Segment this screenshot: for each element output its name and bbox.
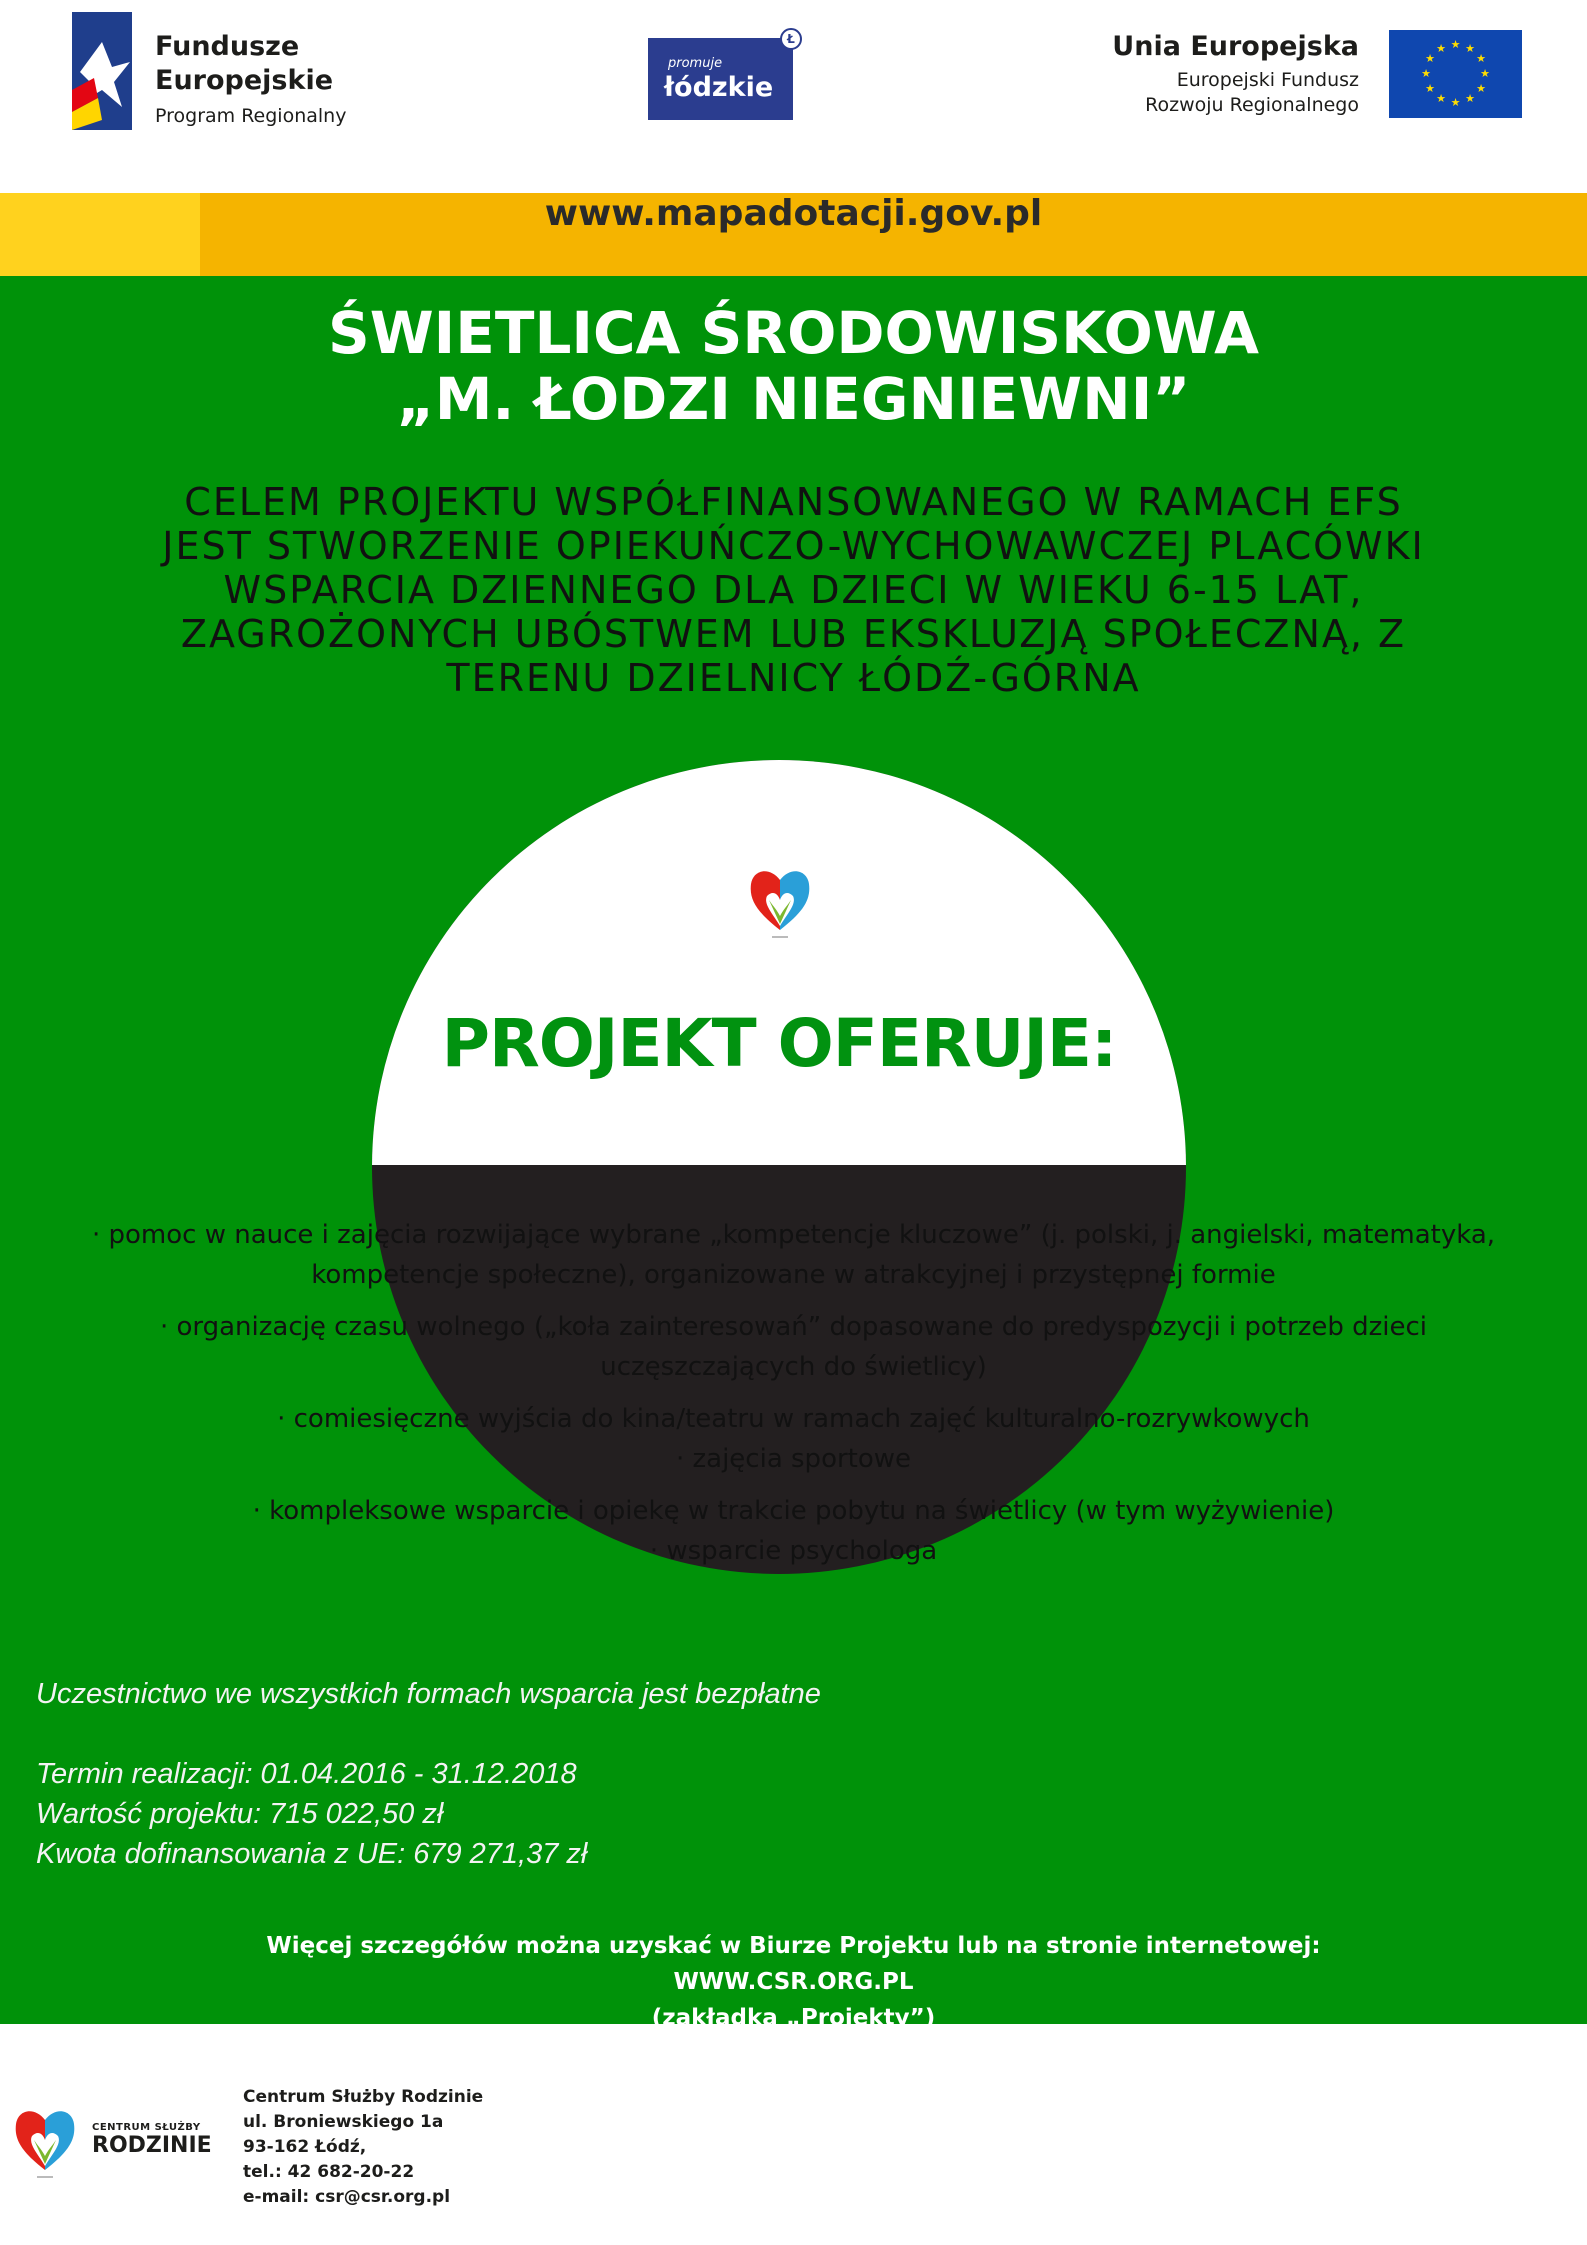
fe-program: Program Regionalny	[155, 105, 347, 127]
more-info-text: Więcej szczegółów można uzyskać w Biurze Projektu lub na stronie internetowej:	[266, 1933, 1321, 1959]
title-line2: „M. ŁODZI NIEGNIEWNI”	[396, 365, 1191, 433]
fundusze-europejskie-logo	[72, 12, 372, 130]
ue-fund-line1: Europejski Fundusz	[1176, 69, 1359, 91]
list-item	[30, 1215, 1557, 1295]
address-line: ul. Broniewskiego 1a	[243, 2112, 444, 2132]
address-line: 93-162 Łódź,	[243, 2137, 367, 2157]
lodzkie-big-text: łódzkie	[664, 72, 774, 103]
offer-text: uczęszczających do świetlicy)	[600, 1352, 987, 1382]
svg-text:★: ★	[1476, 82, 1486, 95]
svg-text:★: ★	[1425, 52, 1435, 65]
svg-text:★: ★	[1476, 52, 1486, 65]
svg-text:★: ★	[1421, 67, 1431, 80]
title-line1: ŚWIETLICA ŚRODOWISKOWA	[327, 299, 1260, 367]
csr-logo	[12, 2100, 212, 2180]
offer-text: · wsparcie psychologa	[649, 1536, 938, 1566]
unia-europejska-text	[1112, 26, 1359, 118]
url-link[interactable]: www.mapadotacji.gov.pl	[544, 193, 1043, 234]
promuje-lodzkie-logo	[648, 38, 793, 120]
goal-line: ZAGROŻONYCH UBÓSTWEM LUB EKSKLUZJĄ SPOŁECZNĄ, Z	[180, 612, 1407, 656]
offer-list	[30, 1215, 1557, 1571]
free-participation: Uczestnictwo we wszystkich formach wsparcia jest bezpłatne	[36, 1678, 821, 1710]
goal-line: JEST STWORZENIE OPIEKUŃCZO-WYCHOWAWCZEJ PLACÓWKI	[162, 524, 1425, 568]
eu-funding: Kwota dofinansowania z UE: 679 271,37 zł	[36, 1838, 588, 1870]
svg-text:★: ★	[1436, 92, 1446, 105]
goal-line: WSPARCIA DZIENNEGO DLA DZIECI W WIEKU 6-15 LAT,	[223, 568, 1364, 612]
fe-star-icon	[72, 12, 132, 130]
svg-text:★: ★	[1425, 82, 1435, 95]
fe-name-line2: Europejskie	[155, 65, 334, 96]
offer-text: · comiesięczne wyjścia do kina/teatru w ramach zajęć kulturalno-rozrywkowych	[277, 1404, 1310, 1434]
page-title	[0, 300, 1587, 432]
ue-name: Unia Europejska	[1112, 31, 1359, 62]
svg-text:★: ★	[1465, 92, 1475, 105]
offer-text: · organizację czasu wolnego („koła zainteresowań” dopasowane do predyspozycji i potrzeb dzieci	[159, 1312, 1428, 1342]
offer-text: · zajęcia sportowe	[675, 1444, 912, 1474]
fe-name-line1: Fundusze	[155, 31, 300, 62]
email-link[interactable]: e-mail: csr@csr.org.pl	[243, 2187, 451, 2207]
goal-line: CELEM PROJEKTU WSPÓŁFINANSOWANEGO W RAMACH EFS	[184, 480, 1403, 524]
offer-circle-top	[372, 760, 1186, 1165]
svg-text:★: ★	[1465, 42, 1475, 55]
svg-text:★: ★	[1450, 38, 1461, 51]
csr-logo-small: CENTRUM SŁUŻBY	[92, 2122, 201, 2133]
project-term: Termin realizacji: 01.04.2016 - 31.12.2018	[36, 1758, 577, 1790]
more-info	[0, 1928, 1587, 2036]
contact-address	[243, 2085, 483, 2210]
address-line: tel.: 42 682-20-22	[243, 2162, 415, 2182]
list-item	[30, 1307, 1557, 1387]
heart-logo-icon	[747, 860, 813, 940]
offer-text: · kompleksowe wsparcie i opiekę w trakcie pobytu na świetlicy (w tym wyżywienie)	[252, 1496, 1335, 1526]
offer-text: · pomoc w nauce i zajęcia rozwijające wybrane „kompetencje kluczowe” (j. polski, j. angielski, matematyka,	[91, 1220, 1496, 1250]
lodzkie-small-text: promuje	[668, 56, 723, 71]
list-item	[30, 1399, 1557, 1479]
zloty-coin-icon: Ł	[780, 28, 802, 50]
list-item	[30, 1491, 1557, 1571]
projects-tab-hint: (zakładka „Projekty”)	[651, 2005, 936, 2031]
svg-text:★: ★	[1480, 67, 1490, 80]
csr-heart-icon	[12, 2100, 78, 2180]
project-value: Wartość projektu: 715 022,50 zł	[36, 1798, 444, 1830]
offer-heading: PROJEKT OFERUJE:	[441, 1005, 1117, 1082]
project-goal	[40, 480, 1547, 700]
goal-line: TERENU DZIELNICY ŁÓDŹ-GÓRNA	[446, 656, 1141, 700]
svg-text:★: ★	[1450, 96, 1461, 109]
website-link[interactable]: WWW.CSR.ORG.PL	[673, 1969, 914, 1995]
svg-text:★: ★	[1436, 42, 1446, 55]
ue-fund-line2: Rozwoju Regionalnego	[1145, 94, 1359, 116]
address-line: Centrum Służby Rodzinie	[243, 2087, 484, 2107]
csr-logo-big: RODZINIE	[92, 2133, 212, 2158]
eu-flag-icon	[1389, 30, 1522, 118]
offer-text: kompetencje społeczne), organizowane w atrakcyjnej i przystępnej formie	[311, 1260, 1276, 1290]
